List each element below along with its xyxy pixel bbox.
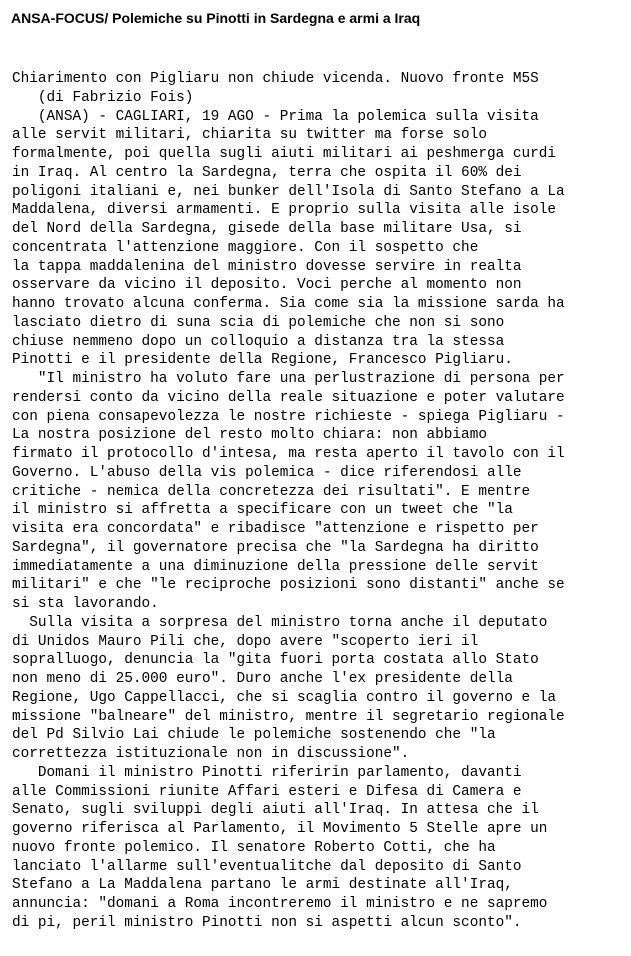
article-line: concentrata l'attenzione maggiore. Con il sospetto che (12, 239, 479, 256)
article-line: La nostra posizione del resto molto chiara: non abbiamo (12, 427, 487, 444)
article-line: formalmente, poi quella sugli aiuti militari ai peshmerga curdi (12, 146, 557, 162)
article-line: in Iraq. Al centro la Sardegna, terra che ospita il 60% dei (12, 164, 522, 181)
article-line: sopralluogo, denuncia la "gita fuori porta costata allo Stato (12, 652, 539, 669)
article-line: governo riferisca al Parlamento, il Movimento 5 Stelle apre un (12, 821, 548, 837)
article-line: alle Commissioni riunite Affari esteri e Difesa di Camera e (12, 783, 522, 800)
article-line: Maddalena, diversi armamenti. E proprio sulla visita alle isole (12, 202, 557, 219)
article-line: Senato, sugli sviluppi degli aiuti all'Iraq. In attesa che il (12, 802, 539, 819)
article-line: di pi, peril ministro Pinotti non si aspetti alcun sconto". (12, 914, 522, 931)
article-line: la tappa maddalenina del ministro dovesse servire in realta (12, 258, 522, 275)
article-line: visita era concordata" e ribadisce "attenzione e rispetto per (12, 521, 539, 537)
article-headline: ANSA-FOCUS/ Polemiche su Pinotti in Sardegna e armi a Iraq (11, 10, 421, 26)
article-line: missione "balneare" del ministro, mentre il segretario regionale (12, 708, 565, 725)
article-line: con piena consapevolezza le nostre richieste - spiega Pigliaru - (12, 408, 565, 425)
article-body (12, 70, 627, 933)
article-line: lanciato l'allarme sull'eventualitche dal deposito di Santo (12, 858, 522, 875)
article-line: Regione, Ugo Cappellacci, che si scaglia contro il governo e la (12, 689, 557, 706)
article-line: Chiarimento con Pigliaru non chiude vicenda. Nuovo fronte M5S (12, 71, 539, 87)
article-line: immediatamente a una diminuzione della pressione delle servit (12, 558, 539, 575)
article-line: Stefano a La Maddalena partano le armi destinate all'Iraq, (12, 877, 513, 894)
article-line: lasciato dietro di suna scia di polemiche che non si sono (12, 314, 505, 331)
article-line: (di Fabrizio Fois) (12, 89, 194, 106)
article-line: Sardegna", il governatore precisa che "la Sardegna ha diritto (12, 539, 539, 556)
article-line: poligoni italiani e, nei bunker dell'Isola di Santo Stefano a La (12, 183, 565, 200)
article-line: del Pd Silvio Lai chiude le polemiche sostenendo che "la (12, 727, 496, 744)
article-line: osservare da vicino il deposito. Voci perche al momento non (12, 277, 522, 294)
article-line: si sta lavorando. (12, 596, 159, 612)
article-line: firmato il protocollo d'intesa, ma resta aperto il tavolo con il (12, 446, 565, 462)
article-line: chiuse nemmeno dopo un colloquio a distanza tra la stessa (12, 333, 505, 350)
article-line: Governo. L'abuso della vis polemica - dice riferendosi alle (12, 464, 522, 481)
article-line: militari" e che "le reciproche posizioni sono distanti" anche se (12, 577, 565, 594)
article-line: critiche - nemica della concretezza dei risultati". E mentre (12, 483, 531, 500)
article-line: Pinotti e il presidente della Regione, Francesco Pigliaru. (12, 352, 513, 369)
article-line: Domani il ministro Pinotti riferirin parlamento, davanti (12, 764, 522, 781)
article-line: il ministro si affretta a specificare con un tweet che "la (12, 502, 513, 519)
article-line: rendersi conto da vicino della reale situazione e poter valutare (12, 389, 565, 406)
article-line: hanno trovato alcuna conferma. Sia come sia la missione sarda ha (12, 296, 565, 312)
article-line: nuovo fronte polemico. Il senatore Roberto Cotti, che ha (12, 839, 496, 856)
article-line: annuncia: "domani a Roma incontreremo il ministro e ne sapremo (12, 896, 548, 912)
article-line: di Unidos Mauro Pili che, dopo avere "scoperto ieri il (12, 633, 479, 650)
article-line: non meno di 25.000 euro". Duro anche l'ex presidente della (12, 671, 513, 687)
article-line: correttezza istituzionale non in discussione". (12, 746, 410, 762)
article-line: alle servit militari, chiarita su twitter ma forse solo (12, 127, 487, 144)
article-line: (ANSA) - CAGLIARI, 19 AGO - Prima la polemica sulla visita (12, 108, 539, 125)
article-line: del Nord della Sardegna, gisede della base militare Usa, si (12, 221, 522, 237)
article-line: "Il ministro ha voluto fare una perlustrazione di persona per (12, 371, 565, 387)
article-line: Sulla visita a sorpresa del ministro torna anche il deputato (12, 614, 548, 631)
